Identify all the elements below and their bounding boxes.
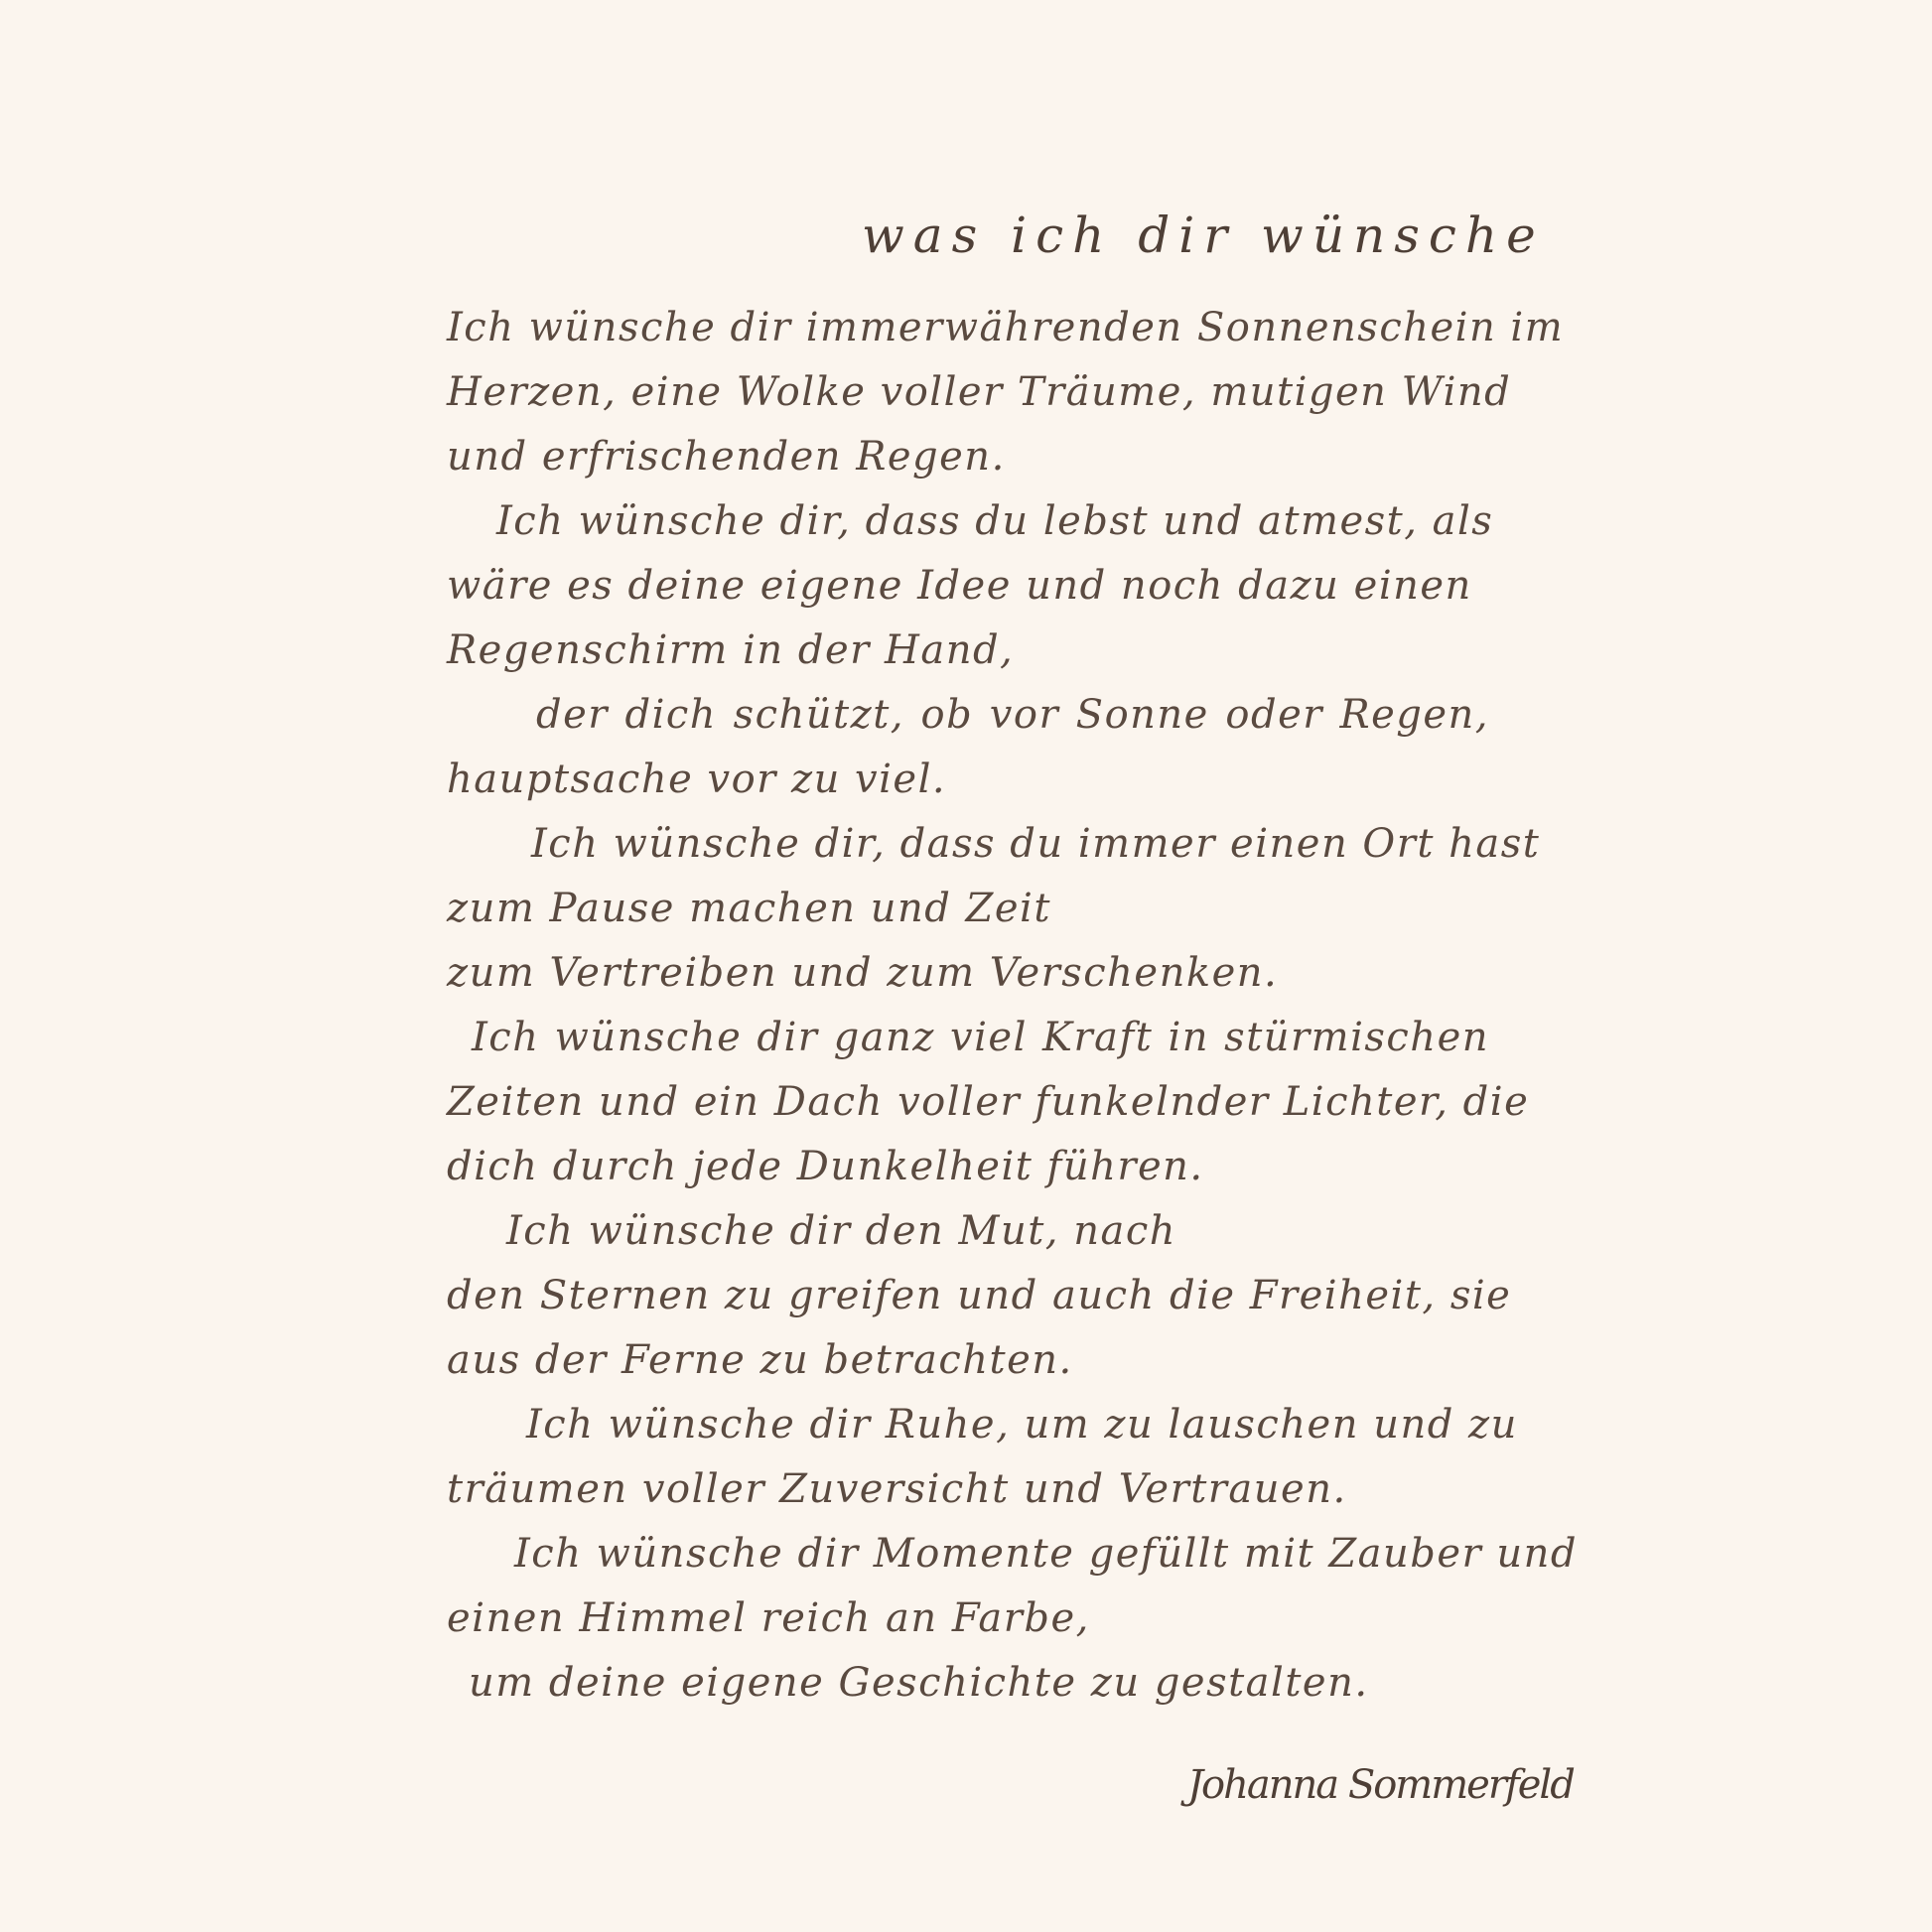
poem-line: Ich wünsche dir, dass du lebst und atmest, als: [496, 498, 1494, 544]
poem-line: und erfrischenden Regen.: [447, 434, 1006, 480]
poem-line: Ich wünsche dir immerwährenden Sonnenschein im: [447, 305, 1565, 350]
author-signature: Johanna Sommerfeld: [1187, 1762, 1574, 1808]
poem-line: Ich wünsche dir Momente gefüllt mit Zauber und: [514, 1531, 1578, 1577]
poem-line: um deine eigene Geschichte zu gestalten.: [469, 1660, 1369, 1706]
poem-line: Regenschirm in der Hand,: [447, 627, 1015, 673]
poem-line: zum Vertreiben und zum Verschenken.: [447, 950, 1279, 996]
poem-title: was ich dir wünsche: [862, 207, 1545, 264]
poem-line: einen Himmel reich an Farbe,: [447, 1595, 1090, 1641]
poem-line: Ich wünsche dir ganz viel Kraft in stürmischen: [472, 1015, 1489, 1060]
poem-line: dich durch jede Dunkelheit führen.: [447, 1144, 1204, 1189]
poem-line: träumen voller Zuversicht und Vertrauen.: [447, 1466, 1347, 1512]
poem-line: der dich schützt, ob vor Sonne oder Regen,: [536, 692, 1489, 738]
poem-line: aus der Ferne zu betrachten.: [447, 1337, 1073, 1383]
poem-line: hauptsache vor zu viel.: [447, 757, 947, 802]
poem-line: Ich wünsche dir den Mut, nach: [506, 1208, 1177, 1254]
poem-line: Ich wünsche dir, dass du immer einen Ort hast: [531, 821, 1541, 867]
poem-line: Herzen, eine Wolke voller Träume, mutigen Wind: [447, 369, 1512, 415]
poem-line: wäre es deine eigene Idee und noch dazu einen: [447, 563, 1472, 609]
poem-line: den Sternen zu greifen und auch die Freiheit, sie: [447, 1273, 1512, 1318]
poem-line: Ich wünsche dir Ruhe, um zu lauschen und zu: [526, 1402, 1518, 1448]
poem-line: Zeiten und ein Dach voller funkelnder Lichter, die: [447, 1079, 1530, 1125]
poem-line: zum Pause machen und Zeit: [447, 886, 1051, 931]
